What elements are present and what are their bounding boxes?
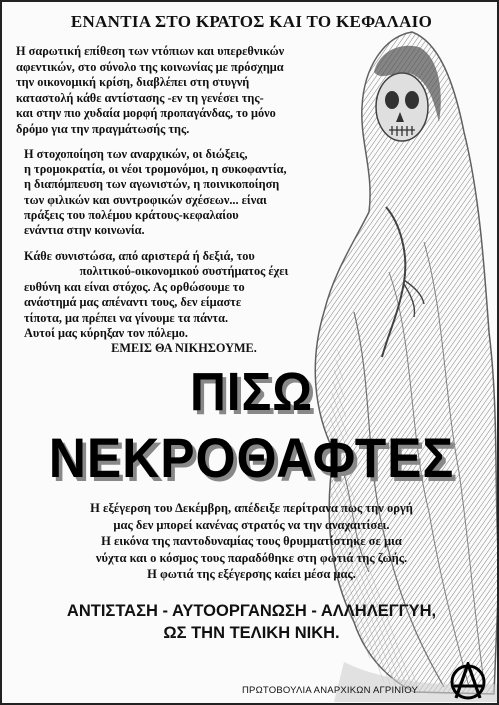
- text-line: ευθύνη και είναι στόχος. Ας ορθώσουμε το: [24, 279, 245, 294]
- text-line: νύχτα και ο κόσμος τους παραδόθηκε στη φωτιά της ζωής.: [95, 550, 408, 565]
- uprising-paragraph: [2, 500, 499, 583]
- slogan: [2, 600, 499, 644]
- headline-top: ΠΙΣΩ: [189, 362, 313, 422]
- text-line: Η εξέγερση του Δεκέμβρη, απέδειξε περίτρανα πως την οργή: [90, 501, 413, 515]
- text-line: και στην πιο χυδαία μορφή προπαγάνδας, το μόνο: [16, 106, 276, 121]
- text-line: μας δεν μπορεί κανένας στρατός να την αναχαιτίσει.: [113, 517, 390, 532]
- text-line: την οικονομική κρίση, διαβλέπει στη στυγνή: [16, 75, 250, 90]
- signature: ΠΡΩΤΟΒΟΥΛΙΑ ΑΝΑΡΧΙΚΩΝ ΑΓΡΙΝΙΟΥ: [242, 685, 419, 696]
- slogan-line: ΑΝΤΙΣΤΑΣΗ - ΑΥΤΟΟΡΓΑΝΩΣΗ - ΑΛΛΗΛΕΓΓΥΗ,: [66, 602, 437, 620]
- text-line: Η φωτιά της εξέγερσης καίει μέσα μας.: [147, 567, 356, 581]
- headline-bottom: ΝΕΚΡΟΘΑΦΤΕΣ: [48, 426, 455, 489]
- text-line: πολιτικού-οικονομικού συστήματος έχει: [79, 264, 289, 279]
- text-line: δρόμο για την πραγμάτωσής της.: [16, 121, 190, 136]
- text-line: η τρομοκρατία, οι νέοι τρομονόμοι, η συκοφαντία,: [24, 162, 287, 177]
- text-line: Αυτοί μας κύρηξαν τον πόλεμο.: [24, 326, 188, 341]
- intro-paragraph: [16, 44, 356, 138]
- third-paragraph: [24, 249, 344, 357]
- text-line: τίποτα, μα πρέπει να γίνουμε τα πάντα.: [24, 310, 229, 325]
- text-line: ενάντια στην κοινωνία.: [24, 223, 145, 238]
- text-line: η διαπόμπευση των αγωνιστών, η ποινικοποίηση: [24, 177, 280, 192]
- text-line: Η στοχοποίηση των αναρχικών, οι διώξεις,: [24, 147, 248, 161]
- text-line: Κάθε συνιστώσα, από αριστερά ή δεξιά, του: [24, 249, 255, 263]
- text-line: Η εικόνα της παντοδυναμίας τους θρυμματίστηκε σε μια: [101, 534, 402, 548]
- slogan-line: ΩΣ ΤΗΝ ΤΕΛΙΚΗ ΝΙΚΗ.: [163, 624, 340, 642]
- text-line: αφεντικών, στο σύνολο της κοινωνίας με πρόσχημα: [16, 59, 284, 74]
- text-line: ανάστημά μας απέναντι τους, δεν είμαστε: [24, 295, 242, 310]
- text-line: των φιλικών και συντροφικών σχέσεων... είναι: [24, 192, 267, 207]
- circle-a-anarchy-icon: [448, 662, 488, 702]
- page-title: ΕΝΑΝΤΙΑ ΣΤΟ ΚΡΑΤΟΣ ΚΑΙ ΤΟ ΚΕΦΑΛΑΙΟ: [70, 12, 433, 31]
- text-line: καταστολή κάθε αντίστασης -εν τη γενέσει της-: [16, 90, 264, 105]
- closing-line: ΕΜΕΙΣ ΘΑ ΝΙΚΗΣΟΥΜΕ.: [111, 341, 257, 356]
- second-paragraph: [24, 147, 344, 238]
- text-line: Η σαρωτική επίθεση των ντόπιων και υπερεθνικών: [16, 44, 285, 58]
- text-line: πράξεις του πολέμου κράτους-κεφαλαίου: [24, 207, 239, 222]
